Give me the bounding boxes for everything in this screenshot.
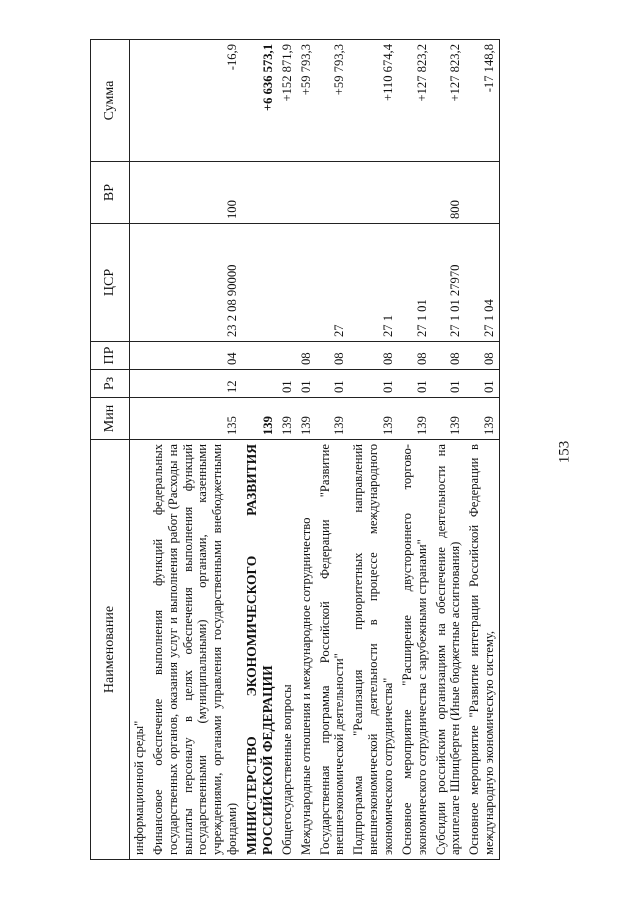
row-csr: 27 1 04 <box>465 224 499 342</box>
row-pr: 08 <box>398 342 432 370</box>
row-min: 139 <box>316 398 350 440</box>
row-pr: 08 <box>465 342 499 370</box>
row-csr: 27 1 01 27970 <box>432 224 466 342</box>
row-rz: 01 <box>349 370 398 398</box>
row-pr: 08 <box>432 342 466 370</box>
row-vr: 800 <box>432 162 466 224</box>
row-rz: 01 <box>398 370 432 398</box>
row-vr <box>242 162 278 224</box>
row-sum: +59 793,3 <box>316 40 350 162</box>
row-rz <box>130 370 149 398</box>
row-sum: +110 674,4 <box>349 40 398 162</box>
row-vr <box>349 162 398 224</box>
row-rz: 01 <box>297 370 316 398</box>
row-name: Подпрограмма "Реализация приоритетных направлений внешнеэкономической деятельности в процессе международного экономического сотрудничества" <box>349 440 398 860</box>
row-pr <box>130 342 149 370</box>
row-vr <box>278 162 297 224</box>
row-sum: -16,9 <box>149 40 242 162</box>
row-name: Государственная программа Российской Федерации "Развитие внешнеэкономической деятельности" <box>316 440 350 860</box>
row-sum: +6 636 573,1 <box>242 40 278 162</box>
row-vr <box>398 162 432 224</box>
row-sum: +152 871,9 <box>278 40 297 162</box>
row-csr: 27 1 <box>349 224 398 342</box>
row-min: 139 <box>432 398 466 440</box>
row-csr <box>130 224 149 342</box>
row-pr: 08 <box>297 342 316 370</box>
budget-table <box>90 39 500 860</box>
row-sum: +127 823,2 <box>398 40 432 162</box>
row-sum: -17 148,8 <box>465 40 499 162</box>
header-csr: ЦСР <box>91 224 130 342</box>
header-pr: ПР <box>91 342 130 370</box>
row-min: 139 <box>278 398 297 440</box>
row-min: 139 <box>398 398 432 440</box>
row-vr <box>465 162 499 224</box>
row-csr: 23 2 08 90000 <box>149 224 242 342</box>
row-vr: 100 <box>149 162 242 224</box>
row-name: Основное мероприятие "Расширение двустороннего торгово-экономического сотрудничества с зарубежными странами" <box>398 440 432 860</box>
table-row <box>398 40 432 860</box>
row-pr: 08 <box>316 342 350 370</box>
row-sum <box>130 40 149 162</box>
table-row <box>349 40 398 860</box>
header-vr: ВР <box>91 162 130 224</box>
row-rz: 12 <box>149 370 242 398</box>
row-pr: 08 <box>349 342 398 370</box>
row-rz <box>242 370 278 398</box>
row-csr <box>278 224 297 342</box>
row-name: Основное мероприятие "Развитие интеграции Российской Федерации в международную экономическую систему, <box>465 440 499 860</box>
table-row <box>316 40 350 860</box>
table-row <box>242 40 278 860</box>
row-vr <box>297 162 316 224</box>
row-csr: 27 <box>316 224 350 342</box>
table-row <box>465 40 499 860</box>
row-rz: 01 <box>278 370 297 398</box>
table-row <box>278 40 297 860</box>
row-csr <box>242 224 278 342</box>
row-vr <box>130 162 149 224</box>
row-sum: +59 793,3 <box>297 40 316 162</box>
header-rz: Рз <box>91 370 130 398</box>
row-rz: 01 <box>432 370 466 398</box>
row-vr <box>316 162 350 224</box>
table-row <box>130 40 149 860</box>
row-name: Международные отношения и международное сотрудничество <box>297 440 316 860</box>
row-pr: 04 <box>149 342 242 370</box>
row-min: 135 <box>149 398 242 440</box>
table-row <box>297 40 316 860</box>
rotated-page-content <box>90 40 610 860</box>
row-min: 139 <box>297 398 316 440</box>
row-csr <box>297 224 316 342</box>
header-sum: Сумма <box>91 40 130 162</box>
row-name: Субсидии российским организациям на обеспечение деятельности на архипелаге Шпицберген (Иные бюджетные ассигнования) <box>432 440 466 860</box>
row-min: 139 <box>242 398 278 440</box>
row-name: МИНИСТЕРСТВО ЭКОНОМИЧЕСКОГО РАЗВИТИЯ РОССИЙСКОЙ ФЕДЕРАЦИИ <box>242 440 278 860</box>
row-rz: 01 <box>465 370 499 398</box>
row-rz: 01 <box>316 370 350 398</box>
table-row <box>432 40 466 860</box>
row-csr: 27 1 01 <box>398 224 432 342</box>
table-row <box>149 40 242 860</box>
row-min <box>130 398 149 440</box>
row-min: 139 <box>349 398 398 440</box>
row-pr <box>278 342 297 370</box>
header-name: Наименование <box>91 440 130 860</box>
table-header-row <box>91 40 130 860</box>
header-min: Мин <box>91 398 130 440</box>
row-name: Общегосударственные вопросы <box>278 440 297 860</box>
page-number: 153 <box>556 440 573 464</box>
row-pr <box>242 342 278 370</box>
row-name: Финансовое обеспечение выполнения функций федеральных государственных органов, оказания услуг и выполнения работ (Расходы на выплаты персоналу в целях обеспечения выполнения функций государственными (муниципальными) органами, казенными учреждениями, органами управления государственными внебюджетными фондами) <box>149 440 242 860</box>
row-min: 139 <box>465 398 499 440</box>
row-sum: +127 823,2 <box>432 40 466 162</box>
row-name: информационной среды" <box>130 440 149 860</box>
